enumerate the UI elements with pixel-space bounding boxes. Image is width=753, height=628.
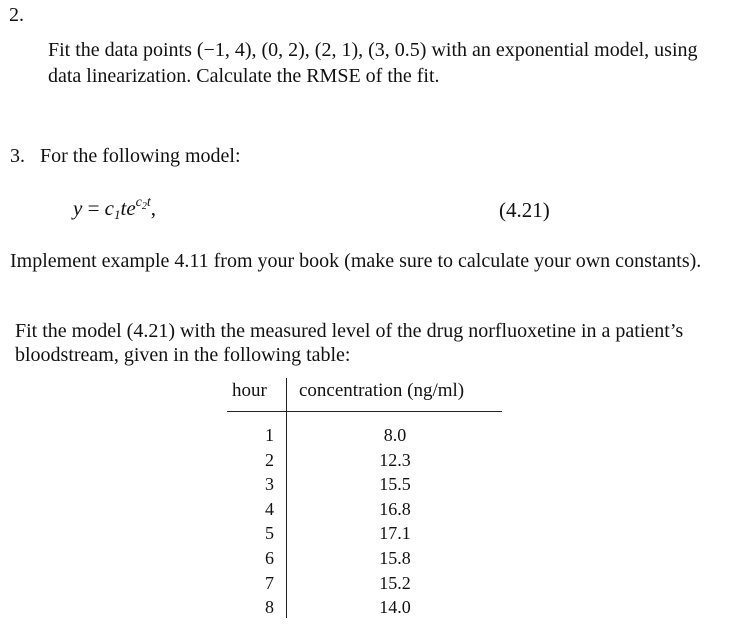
equation-exp-t: t [146, 195, 151, 210]
fit-instruction-line-2: bloodstream, given in the following table: [15, 344, 351, 366]
table-column-concentration [300, 424, 490, 621]
table-cell-concentration: 15.8 [379, 547, 411, 568]
problem-2-text-line-1: Fit the data points (−1, 4), (0, 2), (2, 1), (3, 0.5) with an exponential model, using [48, 39, 698, 61]
table-header-concentration: concentration (ng/ml) [299, 380, 465, 401]
equation-c1: c [104, 196, 114, 220]
problem-3-number: 3. [10, 145, 25, 167]
problem-2-number: 2. [9, 4, 24, 26]
equation-equals: = [82, 196, 105, 220]
table-cell-concentration: 17.1 [379, 523, 411, 544]
table-cell-hour: 1 [265, 425, 274, 445]
fit-instruction-line-1: Fit the model (4.21) with the measured level of the drug norfluoxetine in a patient’s [15, 320, 684, 342]
equation-exp-c: c [135, 195, 142, 210]
equation-exponent [136, 195, 151, 210]
table-cell-concentration: 15.5 [379, 474, 411, 495]
table-cell-concentration: 15.2 [379, 572, 411, 593]
table-column-hour [236, 424, 274, 621]
equation-e: e [126, 196, 136, 220]
model-equation [73, 195, 156, 223]
table-cell-concentration: 12.3 [379, 449, 411, 470]
problem-2-text-line-2: data linearization. Calculate the RMSE of the fit. [48, 65, 440, 87]
table-cell-concentration: 8.0 [383, 425, 407, 445]
table-column-divider [286, 378, 287, 618]
equation-number: (4.21) [499, 198, 550, 222]
table-header-divider [227, 411, 502, 412]
equation-c1-subscript: 1 [114, 207, 121, 222]
equation-exp-subscript: 2 [141, 201, 147, 212]
equation-trailing-comma: , [150, 196, 157, 220]
table-cell-hour: 4 [265, 498, 274, 519]
table-cell-hour: 3 [265, 474, 274, 495]
table-cell-hour: 8 [265, 597, 274, 618]
table-header-hour: hour [232, 380, 267, 401]
table-cell-hour: 5 [265, 523, 274, 544]
problem-3-intro: For the following model: [40, 145, 241, 167]
equation-t: t [120, 196, 127, 220]
table-cell-hour: 7 [265, 572, 274, 593]
implement-instruction: Implement example 4.11 from your book (make sure to calculate your own constants). [10, 250, 702, 272]
table-cell-concentration: 16.8 [379, 498, 411, 519]
table-cell-hour: 6 [265, 547, 274, 568]
table-cell-hour: 2 [265, 449, 274, 470]
table-cell-concentration: 14.0 [379, 597, 411, 618]
equation-lhs: y [73, 196, 83, 220]
